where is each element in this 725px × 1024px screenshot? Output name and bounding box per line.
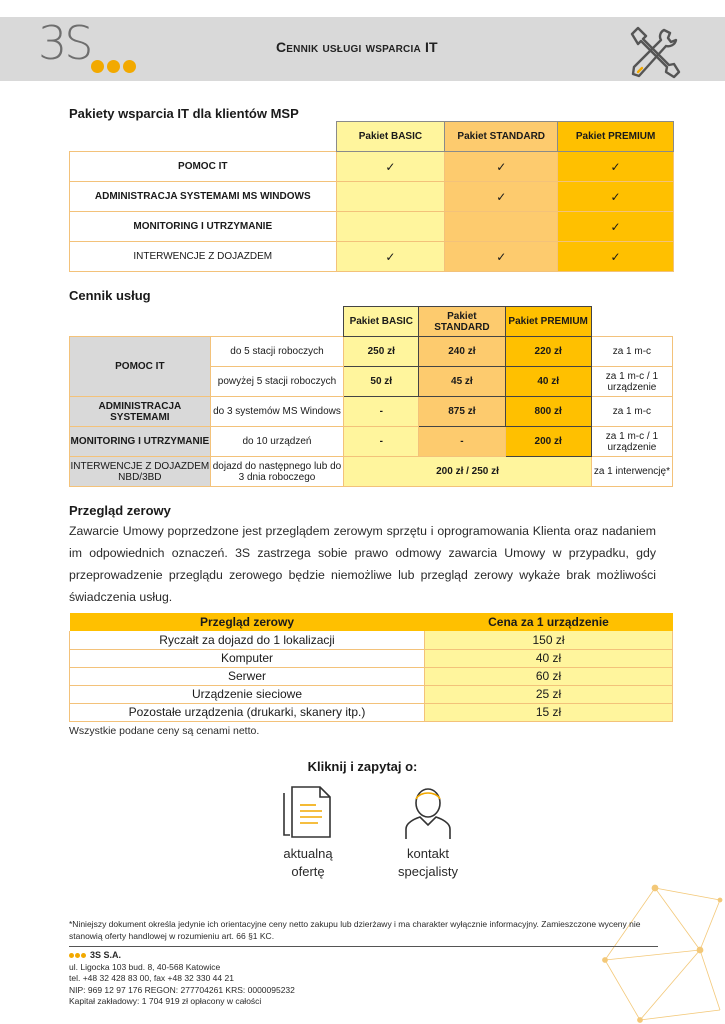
review-price: 15 zł [425, 703, 673, 721]
review-description: Zawarcie Umowy poprzedzone jest przeglądem zerowym sprzętu i oprogramowania Klienta oraz nadaniem im odpowiednich oznaczeń. 3S zastrzega sobie prawo odmowy zawarcia Umowy w przypadku, gdy przeprowadzenie przeglądu zerowego będzie niemożliwe lub przegląd zerowy wykaże brak możliwości świadczenia usług. [69, 524, 656, 604]
price-cell: 40 zł [505, 367, 591, 397]
price-cell: 200 zł [505, 427, 591, 457]
price-cell: 200 zł / 250 zł [344, 457, 592, 487]
check-icon: ✓ [385, 249, 396, 264]
price-cell: 220 zł [505, 337, 591, 367]
msp-packages-table [69, 121, 674, 272]
check-icon: ✓ [496, 189, 507, 204]
price-row-sub: dojazd do następnego lub do 3 dnia roboczego [210, 457, 344, 487]
review-item: Ryczałt za dojazd do 1 lokalizacji [70, 631, 425, 649]
review-price: 40 zł [425, 649, 673, 667]
price-col-standard: Pakiet STANDARD [419, 307, 505, 337]
check-icon: ✓ [496, 159, 507, 174]
review-price: 25 zł [425, 685, 673, 703]
price-unit: za 1 m-c / 1 urządzenie [591, 367, 672, 397]
footnote: *Niniejszy dokument określa jedynie ich orientacyjne ceny netto zakupu lub dzierżawy i ma charakter wyłącznie informacyjny. Zamieszczone wyceny nie stanowią oferty handlowej w rozumieniu art. 66 §1 KC. [69, 919, 641, 941]
price-col-premium: Pakiet PREMIUM [505, 307, 591, 337]
company-phone: tel. +48 32 428 83 00, fax +48 32 330 44 21 [69, 973, 234, 983]
price-section-title: Cennik usług [69, 288, 151, 303]
price-row-label: INTERWENCJE Z DOJAZDEM NBD/3BD [70, 457, 211, 487]
offer-label-1: aktualną [283, 846, 333, 861]
contact-label-1: kontakt [407, 846, 449, 861]
msp-row-label: POMOC IT [70, 152, 337, 182]
contact-label-2: specjalisty [398, 864, 458, 879]
company-dots [69, 950, 87, 962]
tools-icon [624, 24, 682, 80]
company-logo [38, 16, 138, 80]
company-name: 3S S.A. [90, 950, 122, 960]
price-row-sub: do 5 stacji roboczych [210, 337, 344, 367]
price-row-sub: powyżej 5 stacji roboczych [210, 367, 344, 397]
offer-label-2: ofertę [291, 864, 325, 879]
company-ids: NIP: 969 12 97 176 REGON: 277704261 KRS: 0000095232 [69, 984, 295, 995]
price-row-sub: do 3 systemów MS Windows [210, 397, 344, 427]
price-cell: - [419, 427, 505, 457]
msp-section-title: Pakiety wsparcia IT dla klientów MSP [69, 106, 299, 121]
price-cell: - [344, 427, 419, 457]
price-cell: 240 zł [419, 337, 505, 367]
price-unit: za 1 m-c [591, 337, 672, 367]
msp-row-label: MONITORING I UTRZYMANIE [70, 212, 337, 242]
specialist-icon [400, 783, 456, 841]
check-icon: ✓ [496, 249, 507, 264]
price-unit: za 1 m-c / 1 urządzenie [591, 427, 672, 457]
check-icon: ✓ [610, 189, 621, 204]
logo-text: 3S [38, 16, 91, 70]
price-row-label: ADMINISTRACJA SYSTEMAMI [70, 397, 211, 427]
logo-dots [91, 60, 136, 73]
check-icon: ✓ [610, 249, 621, 264]
review-price: 150 zł [425, 631, 673, 649]
price-cell: 250 zł [344, 337, 419, 367]
review-price: 60 zł [425, 667, 673, 685]
contact-link[interactable] [387, 783, 469, 881]
company-capital: Kapitał zakładowy: 1 704 919 zł opłacony w całości [69, 996, 262, 1006]
price-cell: - [344, 397, 419, 427]
review-price-table [69, 613, 673, 722]
company-info [69, 950, 295, 1008]
msp-row-label: INTERWENCJE Z DOJAZDEM [70, 242, 337, 272]
review-section-title: Przegląd zerowy [69, 503, 171, 518]
net-prices-note: Wszystkie podane ceny są cenami netto. [69, 725, 260, 737]
review-item: Pozostałe urządzenia (drukarki, skanery itp.) [70, 703, 425, 721]
check-icon: ✓ [610, 219, 621, 234]
price-unit: za 1 interwencję* [591, 457, 672, 487]
msp-col-premium: Pakiet PREMIUM [558, 122, 674, 152]
cta-title: Kliknij i zapytaj o: [307, 759, 418, 774]
price-row-sub: do 10 urządzeń [210, 427, 344, 457]
document-icon [280, 783, 336, 841]
review-col-price: Cena za 1 urządzenie [425, 613, 673, 631]
page-title: Cennik usługi wsparcia IT [276, 39, 438, 55]
msp-row-label: ADMINISTRACJA SYSTEMAMI MS WINDOWS [70, 182, 337, 212]
msp-col-basic: Pakiet BASIC [336, 122, 445, 152]
check-icon: ✓ [610, 159, 621, 174]
msp-col-standard: Pakiet STANDARD [445, 122, 558, 152]
footer-divider [69, 946, 658, 947]
price-cell: 800 zł [505, 397, 591, 427]
review-item: Serwer [70, 667, 425, 685]
price-col-basic: Pakiet BASIC [344, 307, 419, 337]
review-col-item: Przegląd zerowy [70, 613, 425, 631]
price-unit: za 1 m-c [591, 397, 672, 427]
price-row-label: MONITORING I UTRZYMANIE [70, 427, 211, 457]
price-cell: 875 zł [419, 397, 505, 427]
price-row-label: POMOC IT [70, 337, 211, 397]
price-table [69, 306, 673, 487]
review-item: Komputer [70, 649, 425, 667]
company-address: ul. Ligocka 103 bud. 8, 40-568 Katowice [69, 961, 221, 972]
offer-link[interactable] [268, 783, 348, 881]
review-item: Urządzenie sieciowe [70, 685, 425, 703]
price-cell: 50 zł [344, 367, 419, 397]
price-cell: 45 zł [419, 367, 505, 397]
check-icon: ✓ [385, 159, 396, 174]
